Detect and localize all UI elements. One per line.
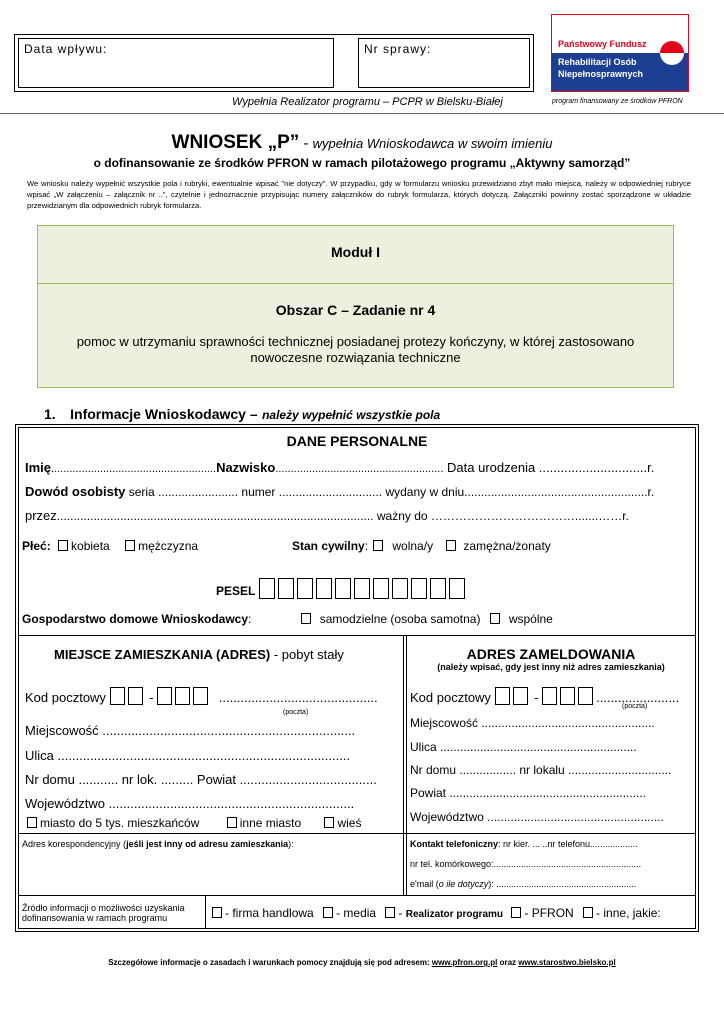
email-field[interactable]: ): ........................................................ <box>488 879 637 889</box>
personal-row-marital: Stan cywilny: wolna/y zamężna/żonaty <box>292 539 551 553</box>
ulica-field[interactable]: Ulica ................................................................................. <box>25 748 351 763</box>
form-title-line2: o dofinansowanie ze środków PFRON w ramach pilotażowego programu „Aktywny samorząd” <box>93 156 631 170</box>
miasto5-checkbox[interactable] <box>27 817 37 828</box>
inne-checkbox[interactable] <box>583 907 593 918</box>
inne-miasto-checkbox[interactable] <box>227 817 237 828</box>
firma-checkbox[interactable] <box>212 907 222 918</box>
form-title: WNIOSEK „P” <box>171 132 300 153</box>
pesel-input[interactable] <box>259 584 468 598</box>
poczta-label-right: (poczta) <box>622 703 648 710</box>
pfron-logo <box>551 14 689 92</box>
personal-row-issuer: przez............................................................................................... ważny do ……………………………….......……r. <box>25 508 629 523</box>
wolny-checkbox[interactable] <box>373 540 383 551</box>
wojewodztwo-field[interactable]: Województwo .................................................................... <box>25 796 355 811</box>
household-row: Gospodarstwo domowe Wnioskodawcy: samodzielne (osoba samotna) wspólne <box>22 612 553 626</box>
kobieta-checkbox[interactable] <box>58 540 68 551</box>
starostwo-link[interactable]: www.starostwo.bielsko.pl <box>518 958 616 967</box>
pfron-caption: program finansowany ze środków PFRON <box>552 98 683 105</box>
personal-row-name: Imię......................................................Nazwisko....................................................... Data urodzenia ..............................r. <box>25 460 655 475</box>
applicant-form-inner <box>18 427 696 929</box>
header-divider <box>0 113 724 114</box>
wies-checkbox[interactable] <box>324 817 334 828</box>
imie-field[interactable]: ...................................................... <box>51 463 217 475</box>
nr-domu-right-field[interactable]: Nr domu ................. nr lokalu ............................... <box>410 763 672 777</box>
telefon-field[interactable]: : nr kier. ... ..nr telefonu................... <box>498 839 638 849</box>
data-urodzenia-field[interactable]: Data urodzenia ..............................r. <box>443 460 655 475</box>
zamezna-checkbox[interactable] <box>446 540 456 551</box>
address-right-header: ADRES ZAMELDOWANIA <box>466 646 636 662</box>
pesel-row: PESEL <box>216 578 468 599</box>
email-row: e'mail (o ile dotyczy): ........................................................ <box>410 879 637 889</box>
samodzielne-checkbox[interactable] <box>301 613 311 624</box>
pfron-link[interactable]: www.pfron.org.pl <box>431 958 498 967</box>
koresp-label: Adres korespondencyjny (jeśli jest inny od adresu zamieszkania): <box>22 839 294 849</box>
nazwisko-field[interactable]: ....................................................... <box>275 463 444 475</box>
kod-row-left: Kod pocztowy - ............................................ <box>25 687 378 705</box>
poczta-label-left: (poczta) <box>283 709 309 716</box>
address-left-header: MIEJSCE ZAMIESZKANIA (ADRES) - pobyt stały <box>54 647 344 662</box>
mezczyzna-checkbox[interactable] <box>125 540 135 551</box>
pfron-checkbox[interactable] <box>511 907 521 918</box>
module-area: Obszar C – Zadanie nr 4 <box>275 302 436 318</box>
kontakt-row: Kontakt telefoniczny: nr kier. ... ..nr telefonu................... <box>410 839 638 849</box>
nr-sprawy-label: Nr sprawy: <box>364 42 432 56</box>
address-right-note: (należy wpisać, gdy jest inny niż adres zamieszkania) <box>437 662 665 672</box>
source-options: - firma handlowa - media - Realizator programu - PFRON - inne, jakie: <box>212 906 661 920</box>
module-box <box>37 225 674 388</box>
pfron-logo-line1: Państwowy Fundusz <box>558 39 647 49</box>
miejscowosc-field[interactable]: Miejscowość ...................................................................... <box>25 723 356 738</box>
poczta-right-field[interactable]: ....................... <box>596 690 680 705</box>
wspolne-checkbox[interactable] <box>490 613 500 624</box>
module-label: Moduł I <box>331 244 380 260</box>
form-subtitle: wypełnia Wnioskodawca w swoim imieniu <box>312 136 553 151</box>
wojewodztwo-right-field[interactable]: Województwo ..................................................... <box>410 810 664 824</box>
data-wplywu-label: Data wpływu: <box>24 42 108 56</box>
miejscowosc-right-field[interactable]: Miejscowość .................................................... <box>410 716 655 730</box>
dowod-fields[interactable]: seria ........................ numer ............................... wydany w dniu.......................................................r. <box>125 485 655 499</box>
kod-row-right: Kod pocztowy - ....................... <box>410 687 679 705</box>
poczta-field[interactable]: ............................................ <box>218 690 378 705</box>
pfron-logo-line2: Rehabilitacji Osób <box>558 57 637 67</box>
personal-row-gender: Płeć: kobieta mężczyzna <box>22 539 199 553</box>
data-wplywu-box <box>18 38 334 88</box>
realizator-note: Wypełnia Realizator programu – PCPR w Bielsku-Białej <box>232 96 503 108</box>
pfron-logo-line3: Niepełnosprawnych <box>558 69 644 79</box>
realizator-checkbox[interactable] <box>385 907 395 918</box>
personal-header: DANE PERSONALNE <box>286 433 428 449</box>
pfron-logo-circle-icon <box>658 39 686 67</box>
media-checkbox[interactable] <box>323 907 333 918</box>
przez-field[interactable]: ............................................................................................... ważny do ……………………………….......……r. <box>56 509 629 523</box>
nr-domu-field[interactable]: Nr domu ........... nr lok. ......... Powiat ...................................... <box>25 772 377 787</box>
komorkowy-field[interactable]: nr tel. komórkowego:........................................................... <box>410 859 642 869</box>
nr-sprawy-box <box>358 38 530 88</box>
intro-text: We wniosku należy wypełnić wszystkie pola i rubryki, ewentualnie wpisać "nie dotyczy". W przypadku, gdy w formularzu wniosku przewidziano zbyt mało miejsca, należy w odpowiedniej rubryce wpisać „W załączeniu – załącznik nr ..”, czytelnie i jednoznacznie przypisując numery załączników do rubryk formularza, których dotyczą. Załączniki powinny zostać sporządzone w układzie przewidzianym dla odpowiednich rubryk formularza. <box>27 179 691 210</box>
locality-type-row: miasto do 5 tys. mieszkańców inne miasto wieś <box>27 816 361 830</box>
module-desc: pomoc w utrzymaniu sprawności technicznej posiadanej protezy kończyny, w której zastosowano nowoczesne rozwiązania techniczne <box>76 334 635 365</box>
source-label: Źródło informacji o możliwości uzyskania dofinansowania w ramach programu <box>22 903 185 923</box>
footer-info: Szczegółowe informacje o zasadach i warunkach pomocy znajdują się pod adresem: www.pfron.org.pl oraz www.starostwo.bielsko.pl <box>108 958 616 967</box>
title-line: WNIOSEK „P” - wypełnia Wnioskodawca w swoim imieniu <box>171 132 553 153</box>
powiat-right-field[interactable]: Powiat ........................................................... <box>410 786 647 800</box>
kod-pocztowy-input[interactable]: - <box>110 690 212 705</box>
section1-heading: 1. Informacje Wnioskodawcy – należy wypełnić wszystkie pola <box>44 406 441 422</box>
kod-pocztowy-right-input[interactable]: - <box>495 690 597 705</box>
personal-row-id: Dowód osobisty seria ........................ numer ............................... wydany w dniu.......................................................r. <box>25 484 655 499</box>
ulica-right-field[interactable]: Ulica ........................................................... <box>410 740 637 754</box>
